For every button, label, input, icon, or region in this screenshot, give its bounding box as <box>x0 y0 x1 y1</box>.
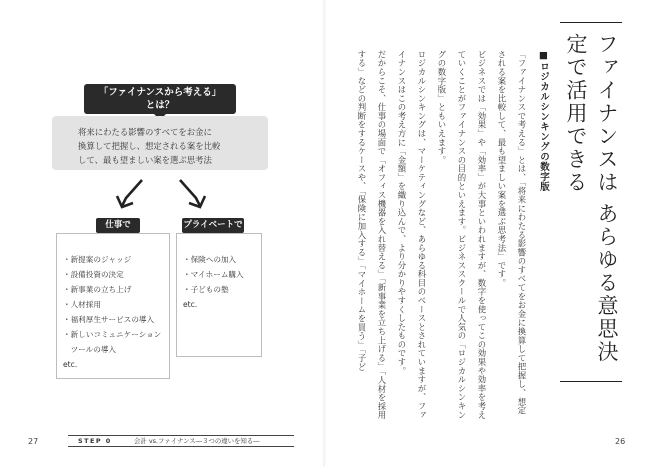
definition-line: して、最も望ましい案を選ぶ思考法 <box>78 155 212 165</box>
page-title: ファイナンスは あらゆる意思決定で活用できる <box>560 22 622 382</box>
right-page <box>325 0 650 467</box>
list-item: ・人材採用 <box>63 300 101 309</box>
list-item: ・保険への加入 <box>183 255 237 264</box>
work-list-panel <box>56 233 170 379</box>
list-item: ・福利厚生サービスの導入 <box>63 315 155 324</box>
question-box <box>84 84 236 114</box>
footer-title: 会計 vs.ファイナンス―３つの違いを知る― <box>134 437 260 445</box>
paragraph: ビジネスでは「効果」や「効率」が大事といわれますが、数字を使ってこの効果や効率を考えていくことがファイナンスの目的といえます。ビジネススクールで人気の「ロジカルシンキングの数字版」ともいえます。 <box>437 50 487 420</box>
list-item: ・子どもの塾 <box>183 285 229 294</box>
list-item: etc. <box>183 300 198 309</box>
page-number-left: 27 <box>28 437 39 446</box>
definition-line: 換算して把握し、想定される案を比較 <box>78 141 221 151</box>
private-list-panel <box>176 233 262 357</box>
list-item: ・新しいコミュニケーション <box>63 330 162 339</box>
running-footer <box>68 435 294 447</box>
body-text <box>312 50 532 422</box>
paragraph: 「ファイナンスで考える」とは、「将来にわたる影響のすべてをお金に換算して把握し、想定される案を比較して、最も望ましい案を選ぶ思考法」です。 <box>497 50 527 415</box>
paragraph: ロジカルシンキングは、マーケティングなど、あらゆる科目のベースとされていますが、ファイナンスはこの考え方に「金額」を織り込んで、より分かりやすくしたものです。 <box>397 50 427 420</box>
list-item: ・マイホーム購入 <box>183 270 244 279</box>
private-tag: プライベートで <box>182 218 244 233</box>
list-item: ・新事業の立ち上げ <box>63 285 132 294</box>
footer-step: STEP 0 <box>78 437 112 445</box>
branch-arrows-icon <box>108 176 218 214</box>
page-number-right: 26 <box>615 437 626 446</box>
definition-line: 将来にわたる影響のすべてをお金に <box>78 127 212 137</box>
list-item: ・新提案のジャッジ <box>63 255 132 264</box>
list-item: etc. <box>63 360 78 369</box>
definition-box <box>52 116 268 170</box>
list-item: ・設備投資の決定 <box>63 270 124 279</box>
paragraph: だからこそ、仕事の場面で「オフィス機器を入れ替える」「新事業を立ち上げる」「人材を採用する」などの判断をするケースや、「保険に加入する」「マイホームを買う」「子ど <box>357 50 387 420</box>
list-item: ツールの導入 <box>63 345 117 354</box>
question-line-2: とは？ <box>145 100 175 111</box>
work-tag: 仕事で <box>96 218 140 233</box>
section-heading: ■ロジカルシンキングの数字版 <box>538 50 549 192</box>
question-line-1: 「ファイナンスから考える」 <box>98 87 222 98</box>
